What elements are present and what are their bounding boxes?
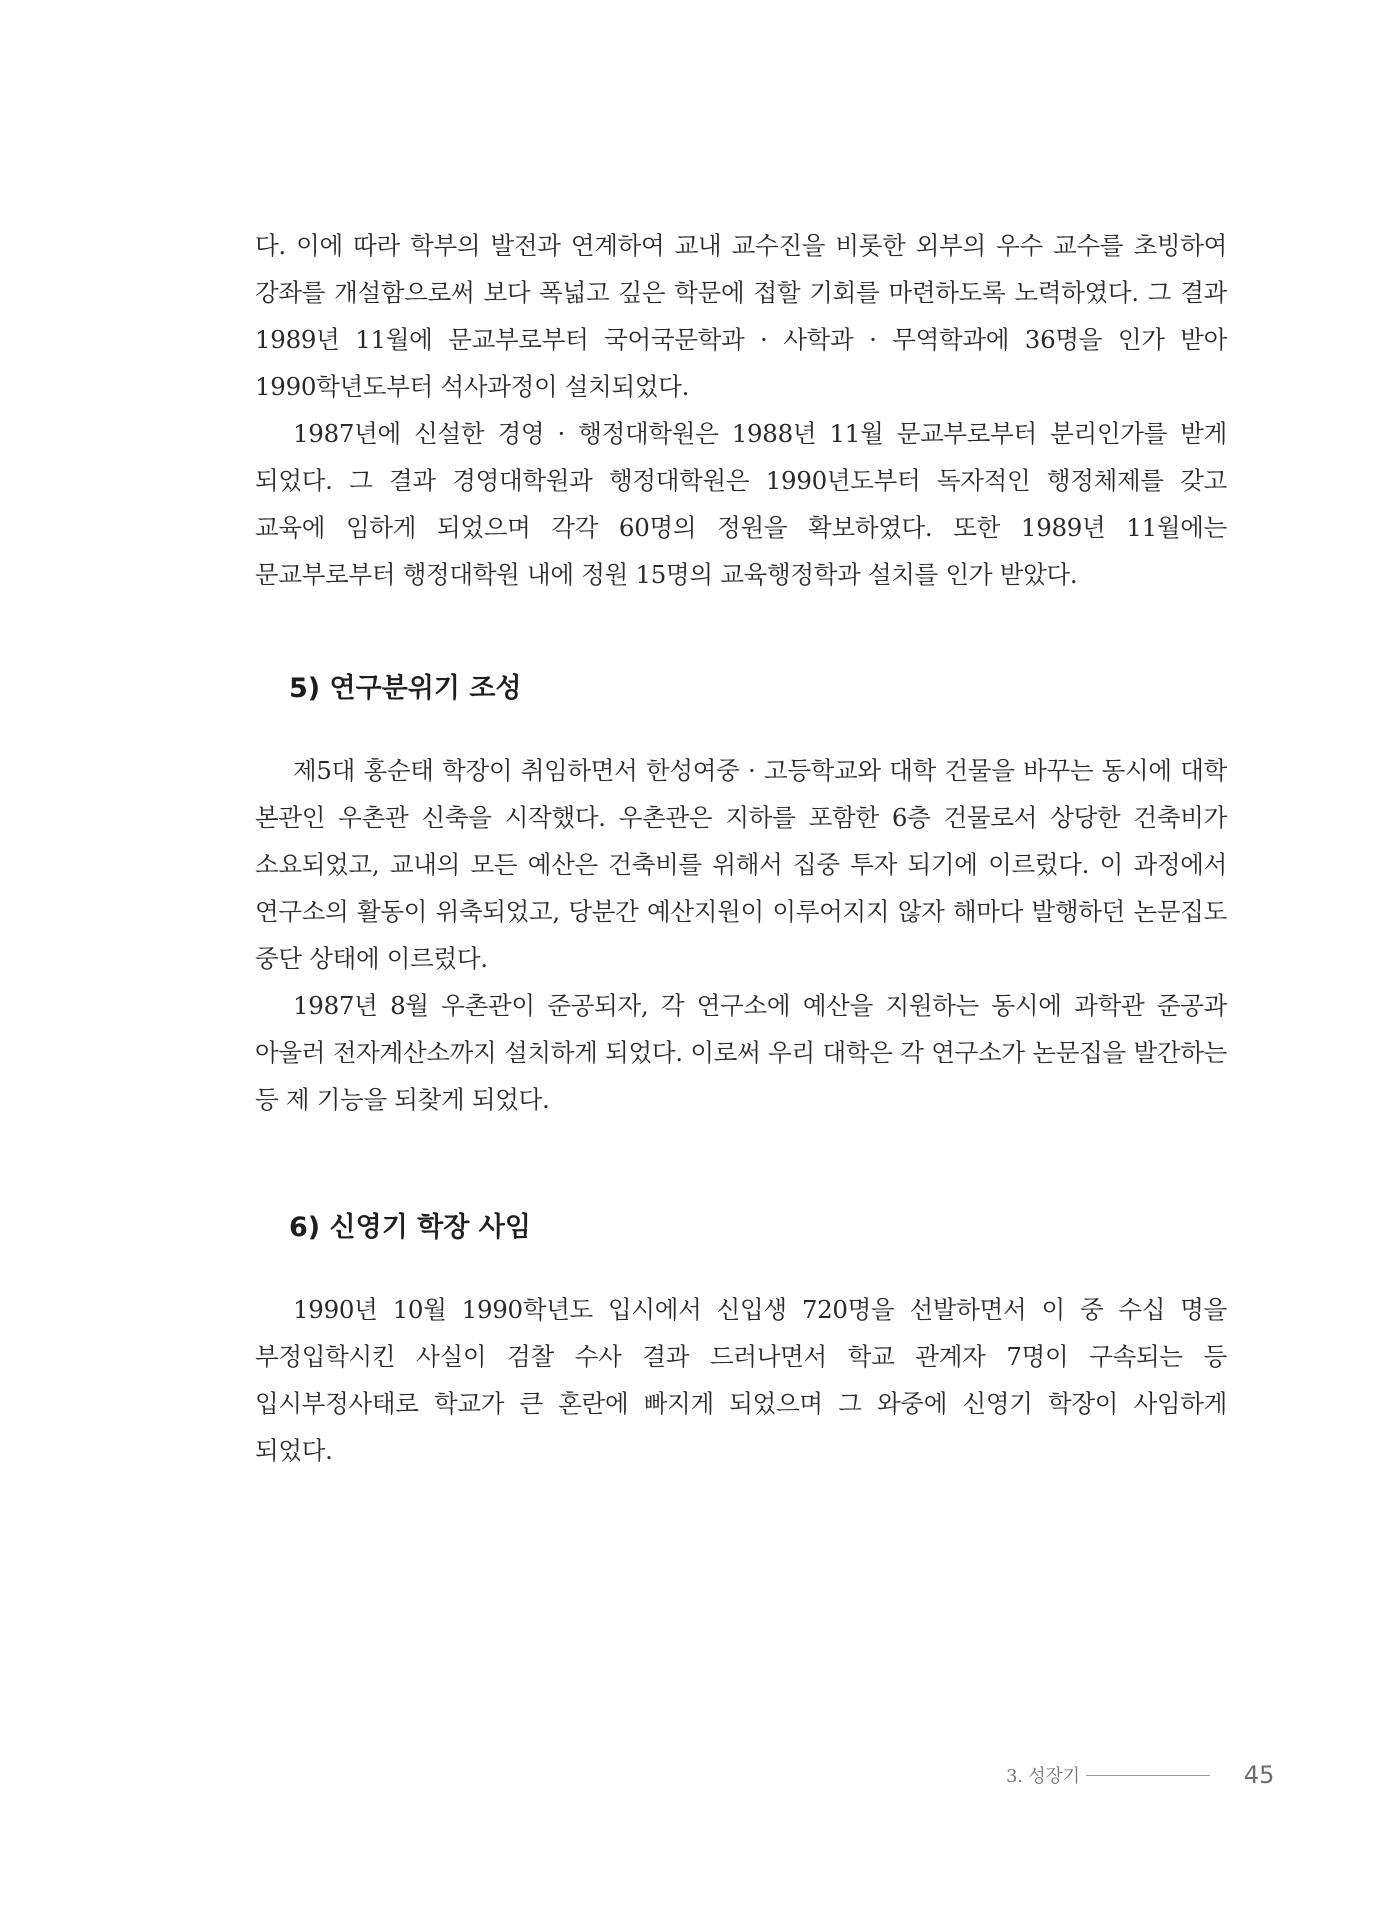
footer-divider bbox=[1086, 1775, 1210, 1776]
section-5-paragraph-1: 제5대 홍순태 학장이 취임하면서 한성여중 · 고등학교와 대학 건물을 바꾸는 동시에 대학 본관인 우촌관 신축을 시작했다. 우촌관은 지하를 포함한 6층 건물로서 상당한 건축비가 소요되었고, 교내의 모든 예산은 건축비를 위해서 집중 투자 되기에 이르렀다. 이 과정에서 연구소의 활동이 위축되었고, 당분간 예산지원이 이루어지지 않자 해마다 발행하던 논문집도 중단 상태에 이르렀다. bbox=[255, 756, 1227, 973]
body-paragraph-2: 1987년에 신설한 경영 · 행정대학원은 1988년 11월 문교부로부터 분리인가를 받게 되었다. 그 결과 경영대학원과 행정대학원은 1990년도부터 독자적인 행정체제를 갖고 교육에 임하게 되었으며 각각 60명의 정원을 확보하였다. 또한 1989년 11월에는 문교부로부터 행정대학원 내에 정원 15명의 교육행정학과 설치를 인가 받았다. bbox=[255, 419, 1227, 589]
body-paragraph-1: 다. 이에 따라 학부의 발전과 연계하여 교내 교수진을 비롯한 외부의 우수 교수를 초빙하여 강좌를 개설함으로써 보다 폭넓고 깊은 학문에 접할 기회를 마련하도록 노력하였다. 그 결과 1989년 11월에 문교부로부터 국어국문학과 · 사학과 · 무역학과에 36명을 인가 받아 1990학년도부터 석사과정이 설치되었다. bbox=[255, 231, 1227, 401]
footer-section-label: 3. 성장기 bbox=[1006, 1766, 1080, 1787]
section-6-paragraph-1: 1990년 10월 1990학년도 입시에서 신입생 720명을 선발하면서 이 중 수십 명을 부정입학시킨 사실이 검찰 수사 결과 드러나면서 학교 관계자 7명이 구속되는 등 입시부정사태로 학교가 큰 혼란에 빠지게 되었으며 그 와중에 신영기 학장이 사임하게 되었다. bbox=[255, 1295, 1227, 1465]
page-footer bbox=[1006, 1760, 1286, 1790]
section-5-heading: 5) 연구분위기 조성 bbox=[289, 673, 522, 704]
section-6-heading: 6) 신영기 학장 사임 bbox=[289, 1212, 531, 1243]
page-content bbox=[255, 222, 1227, 1474]
page-number: 45 bbox=[1243, 1761, 1275, 1789]
section-5-paragraph-2: 1987년 8월 우촌관이 준공되자, 각 연구소에 예산을 지원하는 동시에 과학관 준공과 아울러 전자계산소까지 설치하게 되었다. 이로써 우리 대학은 각 연구소가 논문집을 발간하는 등 제 기능을 되찾게 되었다. bbox=[255, 991, 1227, 1114]
